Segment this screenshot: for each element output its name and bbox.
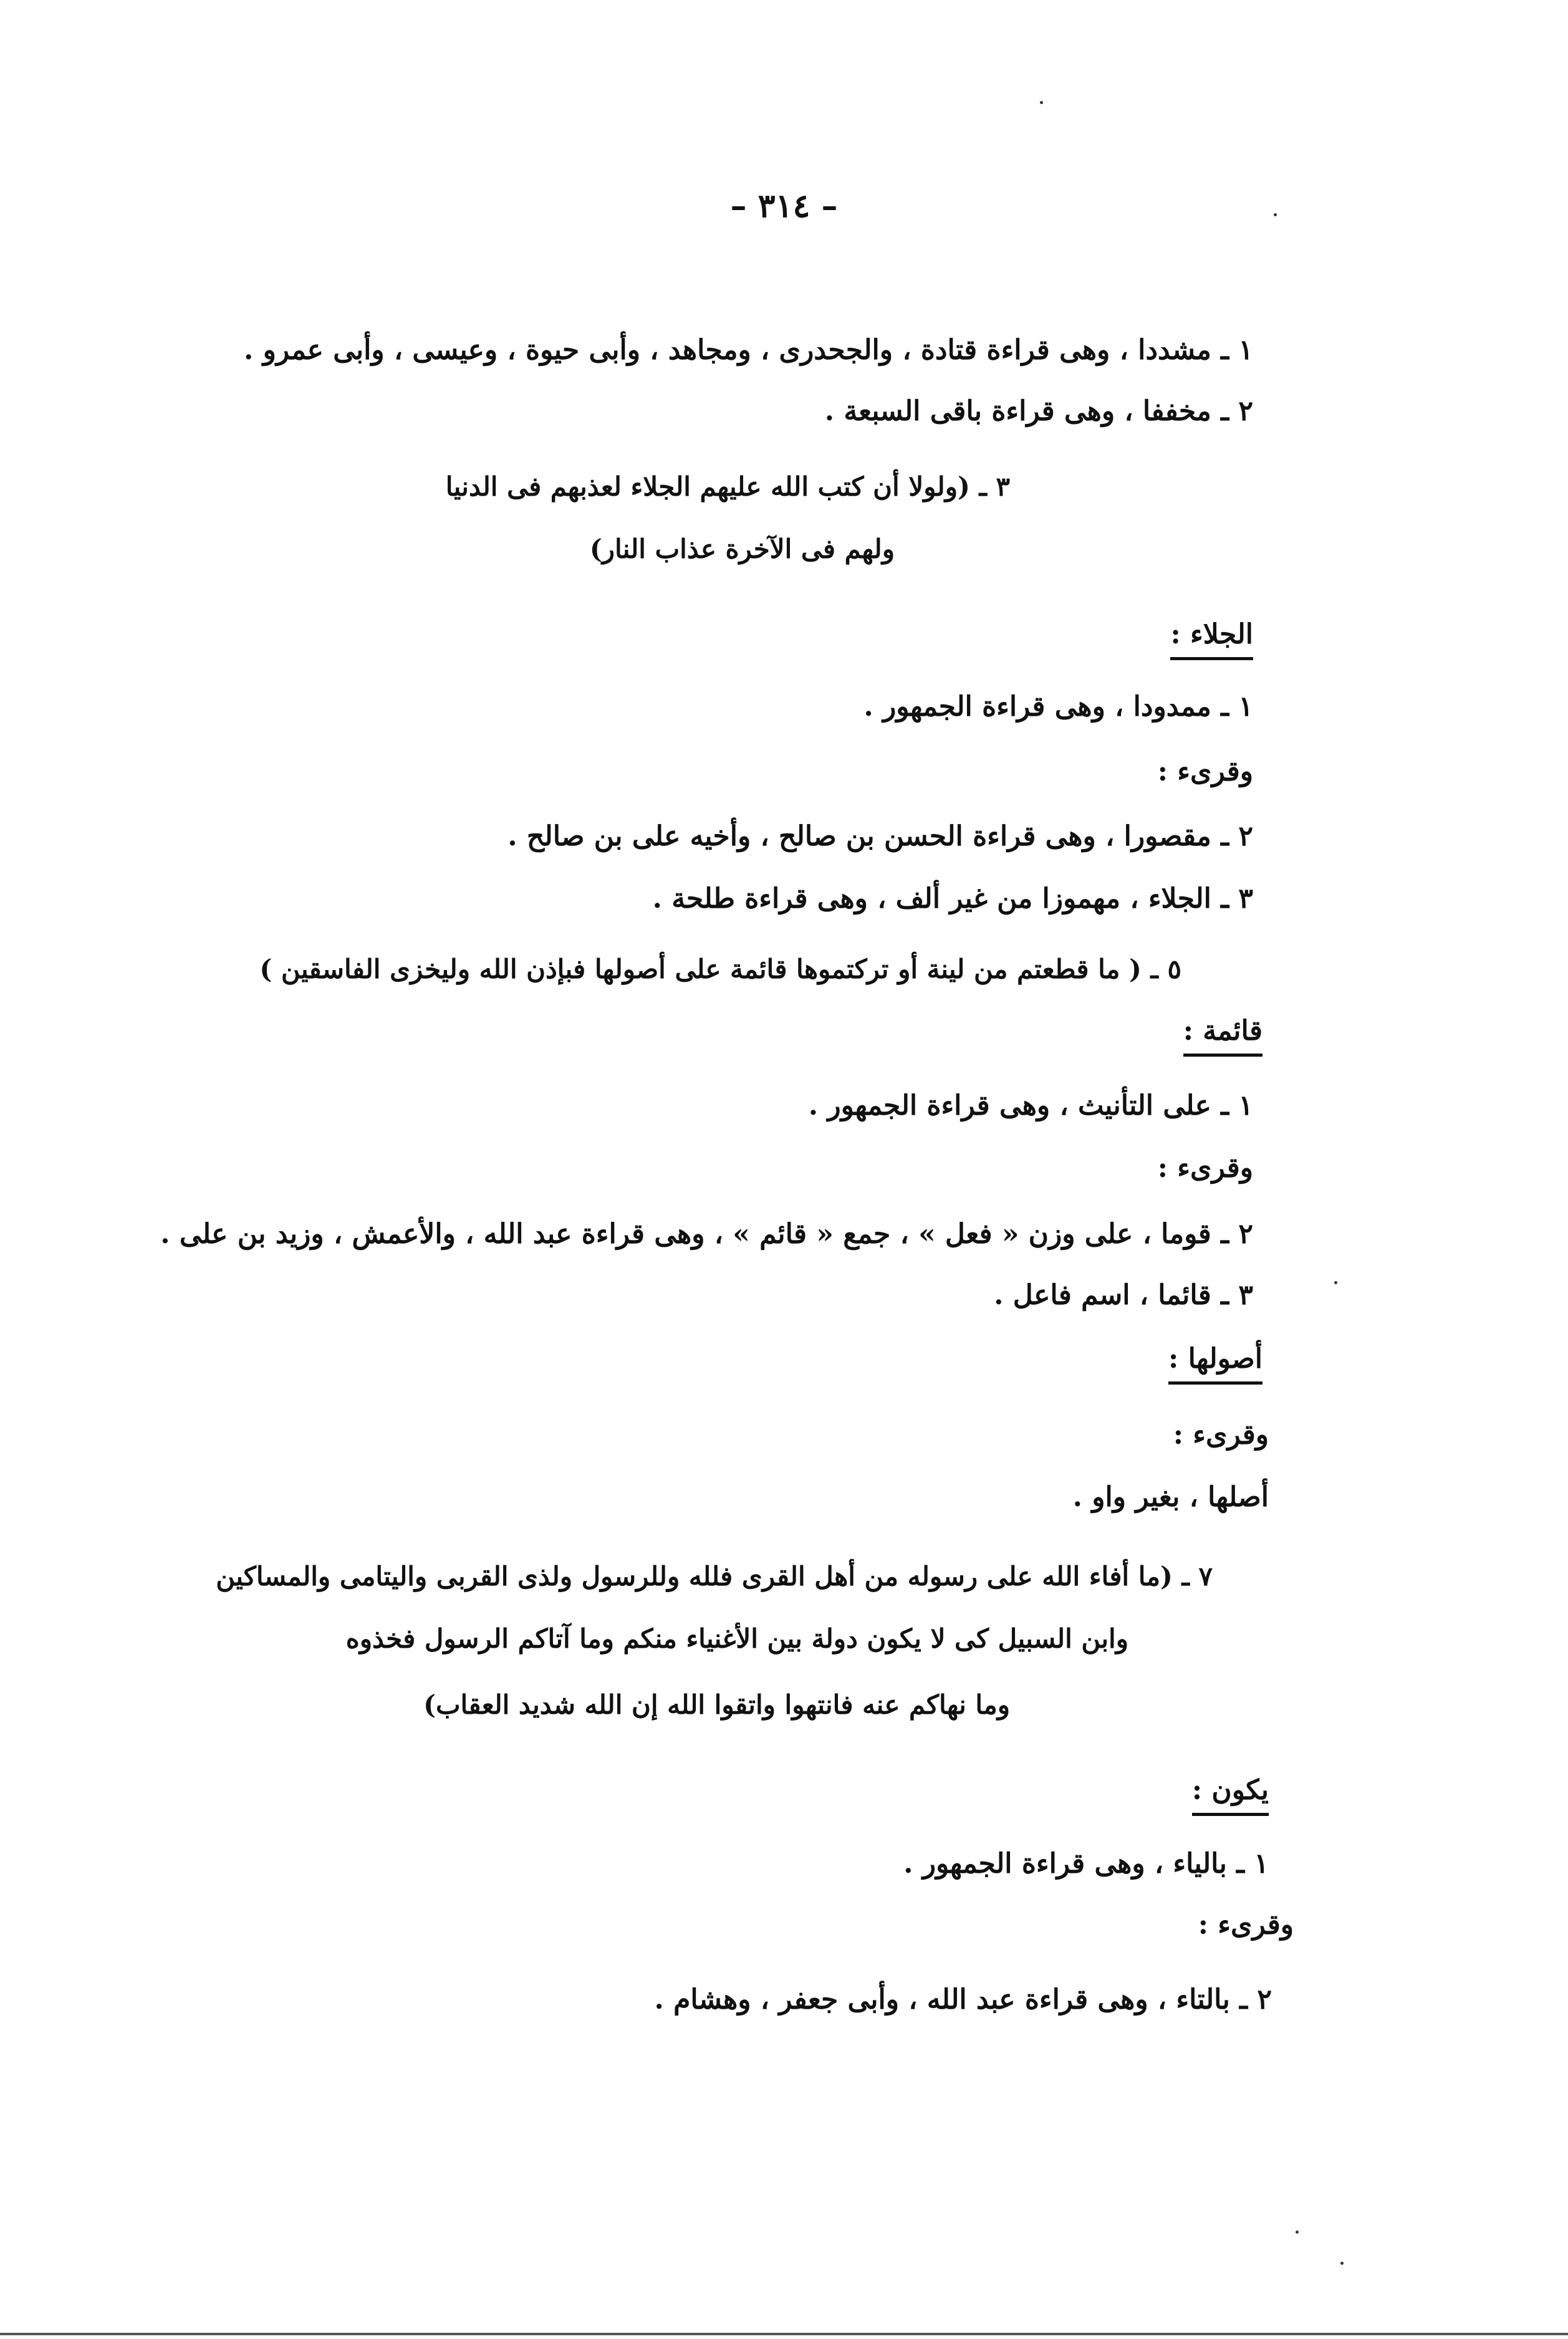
verse-line: وما نهاكم عنه فانتهوا واتقوا الله إن الله شديد العقاب) — [423, 1689, 1010, 1720]
verse-line: وابن السبيل كى لا يكون دولة بين الأغنياء منكم وما آتاكم الرسول فخذوه — [345, 1623, 1128, 1654]
heading: الجلاء : — [1170, 621, 1253, 660]
verse-line: ولهم فى الآخرة عذاب النار) — [589, 534, 895, 564]
text-line: ١ ـ ممدودا ، وهى قراءة الجمهور . — [863, 691, 1253, 723]
heading: قائمة : — [1183, 1017, 1263, 1057]
verse-line: ٥ ـ ( ما قطعتم من لينة أو تركتموها قائمة على أصولها فبإذن الله وليخزى الفاسقين ) — [259, 954, 1181, 984]
text-line: وقرىء : — [1173, 1419, 1269, 1451]
page-number: – ٣١٤ – — [730, 187, 838, 225]
text-line: ١ ـ بالياء ، وهى قراءة الجمهور . — [903, 1848, 1269, 1880]
text-line: ٢ ـ بالتاء ، وهى قراءة عبد الله ، وأبى جعفر ، وهشام . — [654, 1984, 1272, 2015]
speck — [1274, 213, 1277, 216]
heading: أصولها : — [1168, 1345, 1263, 1385]
text-line: ٢ ـ مقصورا ، وهى قراءة الحسن بن صالح ، وأخيه على بن صالح . — [507, 820, 1253, 852]
text-line: ٣ ـ قائما ، اسم فاعل . — [994, 1279, 1253, 1311]
speck — [1340, 2262, 1344, 2265]
text-line: وقرىء : — [1198, 1909, 1294, 1941]
text-line: وقرىء : — [1157, 1152, 1253, 1184]
speck — [1040, 101, 1043, 104]
verse-line: ٣ ـ (ولولا أن كتب الله عليهم الجلاء لعذبهم فى الدنيا — [445, 471, 1010, 502]
text-line: ٢ ـ مخففا ، وهى قراءة باقى السبعة . — [824, 395, 1253, 427]
bottom-border — [0, 2333, 1568, 2335]
heading: يكون : — [1192, 1777, 1269, 1816]
text-line: ١ ـ على التأنيث ، وهى قراءة الجمهور . — [808, 1090, 1253, 1121]
text-line: وقرىء : — [1157, 756, 1253, 787]
speck — [1334, 1281, 1337, 1284]
text-line: ٣ ـ الجلاء ، مهموزا من غير ألف ، وهى قراءة طلحة . — [652, 883, 1253, 915]
text-line: أصلها ، بغير واو . — [1072, 1481, 1269, 1513]
verse-line: ٧ ـ (ما أفاء الله على رسوله من أهل القرى فلله وللرسول ولذى القربى واليتامى والمساكين — [216, 1561, 1213, 1592]
text-line: ١ ـ مشددا ، وهى قراءة قتادة ، والجحدرى ، ومجاهد ، وأبى حيوة ، وعيسى ، وأبى عمرو . — [244, 334, 1253, 366]
speck — [1296, 2231, 1299, 2234]
text-line: ٢ ـ قوما ، على وزن « فعل » ، جمع « قائم » ، وهى قراءة عبد الله ، والأعمش ، وزيد بن على . — [160, 1218, 1253, 1250]
